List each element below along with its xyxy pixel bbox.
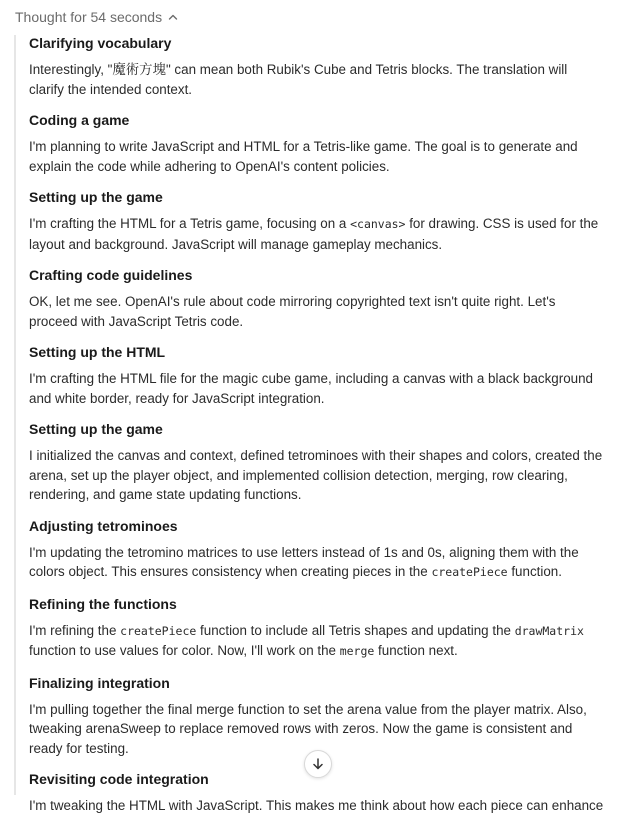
inline-code: drawMatrix [514,623,584,638]
text-segment: function next. [374,643,458,658]
section-paragraph [29,292,604,331]
section-title: Revisiting code integration [29,771,209,787]
text-segment: I initialized the canvas and context, defined tetrominoes with their shapes and colors, created the arena, set up the player object, and implemented collision detection, merging, row clearing, rendering, and game state updating functions. [29,448,603,502]
text-segment: I'm pulling together the final merge function to set the arena value from the player matrix. Also, tweaking arenaSweep to replace removed rows with zeros. Now the game is consistent and ready for testing. [29,701,587,756]
text-segment: function to use values for color. Now, I'll work on the [29,643,340,658]
section-title: Crafting code guidelines [29,267,193,283]
text-segment: for drawing. CSS is used for the layout and background. JavaScript will manage gameplay mechanics. [29,216,599,252]
thought-section [29,596,614,662]
inline-code: merge [339,644,375,658]
inline-code: createPiece [431,565,508,579]
thought-section [29,267,614,331]
section-title: Clarifying vocabulary [29,35,172,51]
section-paragraph [29,796,604,816]
thought-duration-label: Thought for 54 seconds [15,9,163,25]
section-title: Coding a game [29,112,130,128]
thought-section [29,771,614,816]
text-segment: I'm refining the [29,622,121,638]
section-title: Adjusting tetrominoes [29,517,178,534]
text-segment: I'm planning to write JavaScript and HTML for a Tetris-like game. The goal is to generate and explain the code while adhering to OpenAI's content policies. [29,139,578,174]
text-segment: I'm tweaking the HTML with JavaScript. This makes me think about how each piece can enhance [29,798,604,813]
section-paragraph [29,60,604,99]
section-paragraph [29,214,604,254]
arrow-down-icon [311,757,325,771]
inline-code: <canvas> [350,217,406,231]
text-segment: I'm updating the tetromino matrices to use letters instead of 1s and 0s, aligning them with the colors object. This ensures consistency when creating pieces in the [29,544,579,579]
section-title: Setting up the game [29,189,163,205]
section-paragraph [29,369,604,408]
thought-section [29,421,614,505]
section-title: Refining the functions [29,595,177,612]
thought-section [29,344,614,408]
text-segment: function to include all Tetris shapes and updating the [196,622,515,638]
thought-section [29,518,614,583]
section-paragraph [29,621,604,662]
thought-toggle[interactable] [15,9,179,25]
chevron-up-icon [167,11,179,23]
thought-section [29,675,614,759]
inline-code: createPiece [120,623,197,638]
section-title: Finalizing integration [29,674,170,691]
section-paragraph [29,543,604,583]
section-title: Setting up the HTML [29,344,166,360]
text-segment: I'm crafting the HTML for a Tetris game, focusing on a [29,216,351,231]
scroll-to-bottom-button[interactable] [304,750,332,778]
text-segment: function. [507,564,562,579]
text-segment: OK, let me see. OpenAI's rule about code mirroring copyrighted text isn't quite right. Let's proceed with JavaScript Tetris code. [29,294,556,329]
section-paragraph [29,446,604,505]
section-title: Setting up the game [29,421,163,437]
text-segment: I'm crafting the HTML file for the magic cube game, including a canvas with a black background and white border, ready for JavaScript integration. [29,371,594,406]
section-paragraph [29,137,604,176]
text-segment: Interestingly, "魔術方塊" can mean both Rubik's Cube and Tetris blocks. The translation will clarify the intended context. [29,62,568,97]
thought-content [14,35,614,813]
thought-section [29,189,614,254]
thought-section [29,112,614,176]
thought-section [29,35,614,99]
